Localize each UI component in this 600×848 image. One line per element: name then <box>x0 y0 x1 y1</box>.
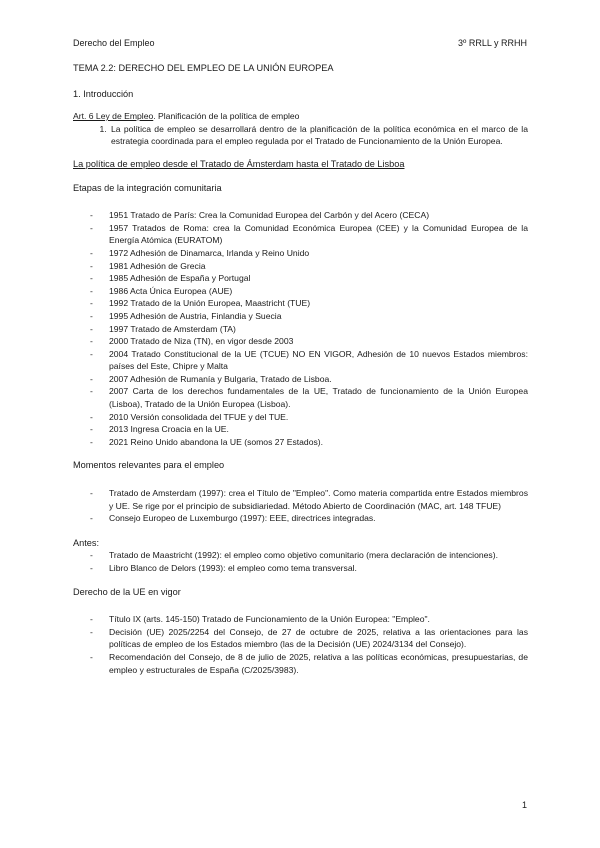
derecho-item <box>73 626 528 651</box>
dash-bullet: - <box>90 298 93 309</box>
momento-item-text: Consejo Europeo de Luxemburgo (1997): EEE, directrices integradas. <box>109 513 376 524</box>
dash-bullet: - <box>90 626 93 637</box>
dash-bullet: - <box>90 386 93 397</box>
etapa-item <box>73 335 528 348</box>
dash-bullet: - <box>90 424 93 435</box>
etapa-item <box>73 297 528 310</box>
dash-bullet: - <box>90 260 93 271</box>
etapa-item-text: 1951 Tratado de París: Crea la Comunidad Europea del Carbón y del Acero (CECA) <box>109 210 430 221</box>
dash-bullet: - <box>90 488 93 499</box>
antes-item-text: Tratado de Maastricht (1992): el empleo como objetivo comunitario (mera declaración de intenciones). <box>109 550 498 561</box>
etapa-item-text: 1972 Adhesión de Dinamarca, Irlanda y Reino Unido <box>109 247 310 258</box>
dash-bullet: - <box>90 348 93 359</box>
etapa-item-text: 2007 Adhesión de Rumanía y Bulgaria, Tratado de Lisboa. <box>109 373 332 384</box>
etapa-item-text: 1985 Adhesión de España y Portugal <box>109 273 251 284</box>
etapa-item-text: 2007 Carta de los derechos fundamentales de la UE, Tratado de funcionamiento de la Unión Europea (Lisboa), Tratado de la Unión Europea (Lisboa). <box>109 386 528 410</box>
dash-bullet: - <box>90 563 93 573</box>
etapa-item-text: 2004 Tratado Constitucional de la UE (TCUE) NO EN VIGOR, Adhesión de 10 nuevos Estados miembros: países del Este, Chipre y Malta <box>109 348 528 372</box>
derecho-item-text: Decisión (UE) 2025/2254 del Consejo, de 27 de octubre de 2025, relativa a las orientaciones para las políticas de empleo de los Estados miembro (las de la Decisión (UE) 2024/3134 del Consejo). <box>109 626 528 650</box>
etapa-item-text: 2013 Ingresa Croacia en la UE. <box>109 424 229 435</box>
derecho-heading: Derecho de la UE en vigor <box>73 586 181 597</box>
etapa-item <box>73 348 528 373</box>
etapa-item <box>73 411 528 424</box>
etapa-item <box>73 222 528 247</box>
derecho-list <box>73 613 528 676</box>
dash-bullet: - <box>90 336 93 347</box>
etapa-item-text: 2010 Versión consolidada del TFUE y del TUE. <box>109 411 289 422</box>
etapa-item-text: 1957 Tratados de Roma: crea la Comunidad Económica Europea (CEE) y la Comunidad Europea de la Energía Atómica (EURATOM) <box>109 222 528 246</box>
dash-bullet: - <box>90 285 93 296</box>
etapa-item <box>73 323 528 336</box>
etapas-list <box>73 209 528 448</box>
art6-list <box>73 123 528 148</box>
etapa-item <box>73 247 528 260</box>
etapas-heading: Etapas de la integración comunitaria <box>73 182 222 193</box>
art6-heading <box>73 110 528 123</box>
page-title: TEMA 2.2: DERECHO DEL EMPLEO DE LA UNIÓN EUROPEA <box>73 63 334 73</box>
etapa-item-text: 2000 Tratado de Niza (TN), en vigor desde 2003 <box>109 336 294 347</box>
etapa-item-text: 1997 Tratado de Amsterdam (TA) <box>109 323 236 334</box>
momentos-list <box>73 487 528 525</box>
dash-bullet: - <box>90 651 93 662</box>
antes-heading: Antes: <box>73 537 100 548</box>
dash-bullet: - <box>90 247 93 258</box>
antes-list <box>73 549 528 574</box>
etapa-item <box>73 373 528 386</box>
header-course: Derecho del Empleo <box>73 38 155 48</box>
dash-bullet: - <box>90 436 93 447</box>
art6-reference: Art. 6 Ley de Empleo <box>73 111 154 122</box>
derecho-item-text: Título IX (arts. 145-150) Tratado de Funcionamiento de la Unión Europea: "Empleo". <box>109 614 430 625</box>
header-degree: 3º RRLL y RRHH <box>458 38 527 48</box>
page-content <box>73 62 528 676</box>
derecho-item <box>73 651 528 676</box>
intro-heading: 1. Introducción <box>73 88 134 99</box>
antes-item-text: Libro Blanco de Delors (1993): el empleo como tema transversal. <box>109 563 357 573</box>
etapa-item-text: 2021 Reino Unido abandona la UE (somos 27 Estados). <box>109 436 324 447</box>
dash-bullet: - <box>90 310 93 321</box>
dash-bullet: - <box>90 373 93 384</box>
antes-item <box>73 562 528 575</box>
section-title: La política de empleo desde el Tratado de Ámsterdam hasta el Tratado de Lisboa <box>73 158 405 169</box>
dash-bullet: - <box>90 210 93 221</box>
dash-bullet: - <box>90 513 93 524</box>
etapa-item-text: 1992 Tratado de la Unión Europea, Maastricht (TUE) <box>109 298 311 309</box>
art6-item: 1. La política de empleo se desarrollará dentro de la planificación de la política económica en el marco de la estrategia coordinada para el empleo regulada por el Tratado de Funcionamiento de la Unión Europea. <box>109 123 528 148</box>
derecho-item <box>73 613 528 626</box>
derecho-item-text: Recomendación del Consejo, de 8 de julio de 2025, relativa a las políticas económicas, presupuestarias, de empleo y estructurales de España (C/2025/3983). <box>109 651 528 675</box>
dash-bullet: - <box>90 614 93 625</box>
etapa-item <box>73 436 528 449</box>
etapa-item <box>73 423 528 436</box>
etapa-item-text: 1981 Adhesión de Grecia <box>109 260 206 271</box>
momento-item-text: Tratado de Amsterdam (1997): crea el Título de "Empleo". Como materia compartida entre Estados miembros y UE. Se rige por el principio de subsidiariedad. Método Abierto de Coordinación (MAC, art. 148 TFUE) <box>109 488 528 511</box>
dash-bullet: - <box>90 550 93 561</box>
dash-bullet: - <box>90 411 93 422</box>
etapa-item-text: 1986 Acta Única Europea (AUE) <box>109 285 233 296</box>
etapa-item <box>73 310 528 323</box>
etapa-item <box>73 272 528 285</box>
art6-title: . Planificación de la política de empleo <box>153 111 300 122</box>
dash-bullet: - <box>90 222 93 233</box>
page-number: 1 <box>521 800 527 810</box>
momento-item <box>73 512 528 525</box>
etapa-item <box>73 285 528 298</box>
etapa-item <box>73 209 528 222</box>
etapa-item-text: 1995 Adhesión de Austria, Finlandia y Suecia <box>109 310 282 321</box>
dash-bullet: - <box>90 273 93 284</box>
etapa-item <box>73 385 528 410</box>
etapa-item <box>73 260 528 273</box>
momentos-heading: Momentos relevantes para el empleo <box>73 460 225 471</box>
momento-item <box>73 487 528 512</box>
antes-item <box>73 549 528 562</box>
dash-bullet: - <box>90 323 93 334</box>
